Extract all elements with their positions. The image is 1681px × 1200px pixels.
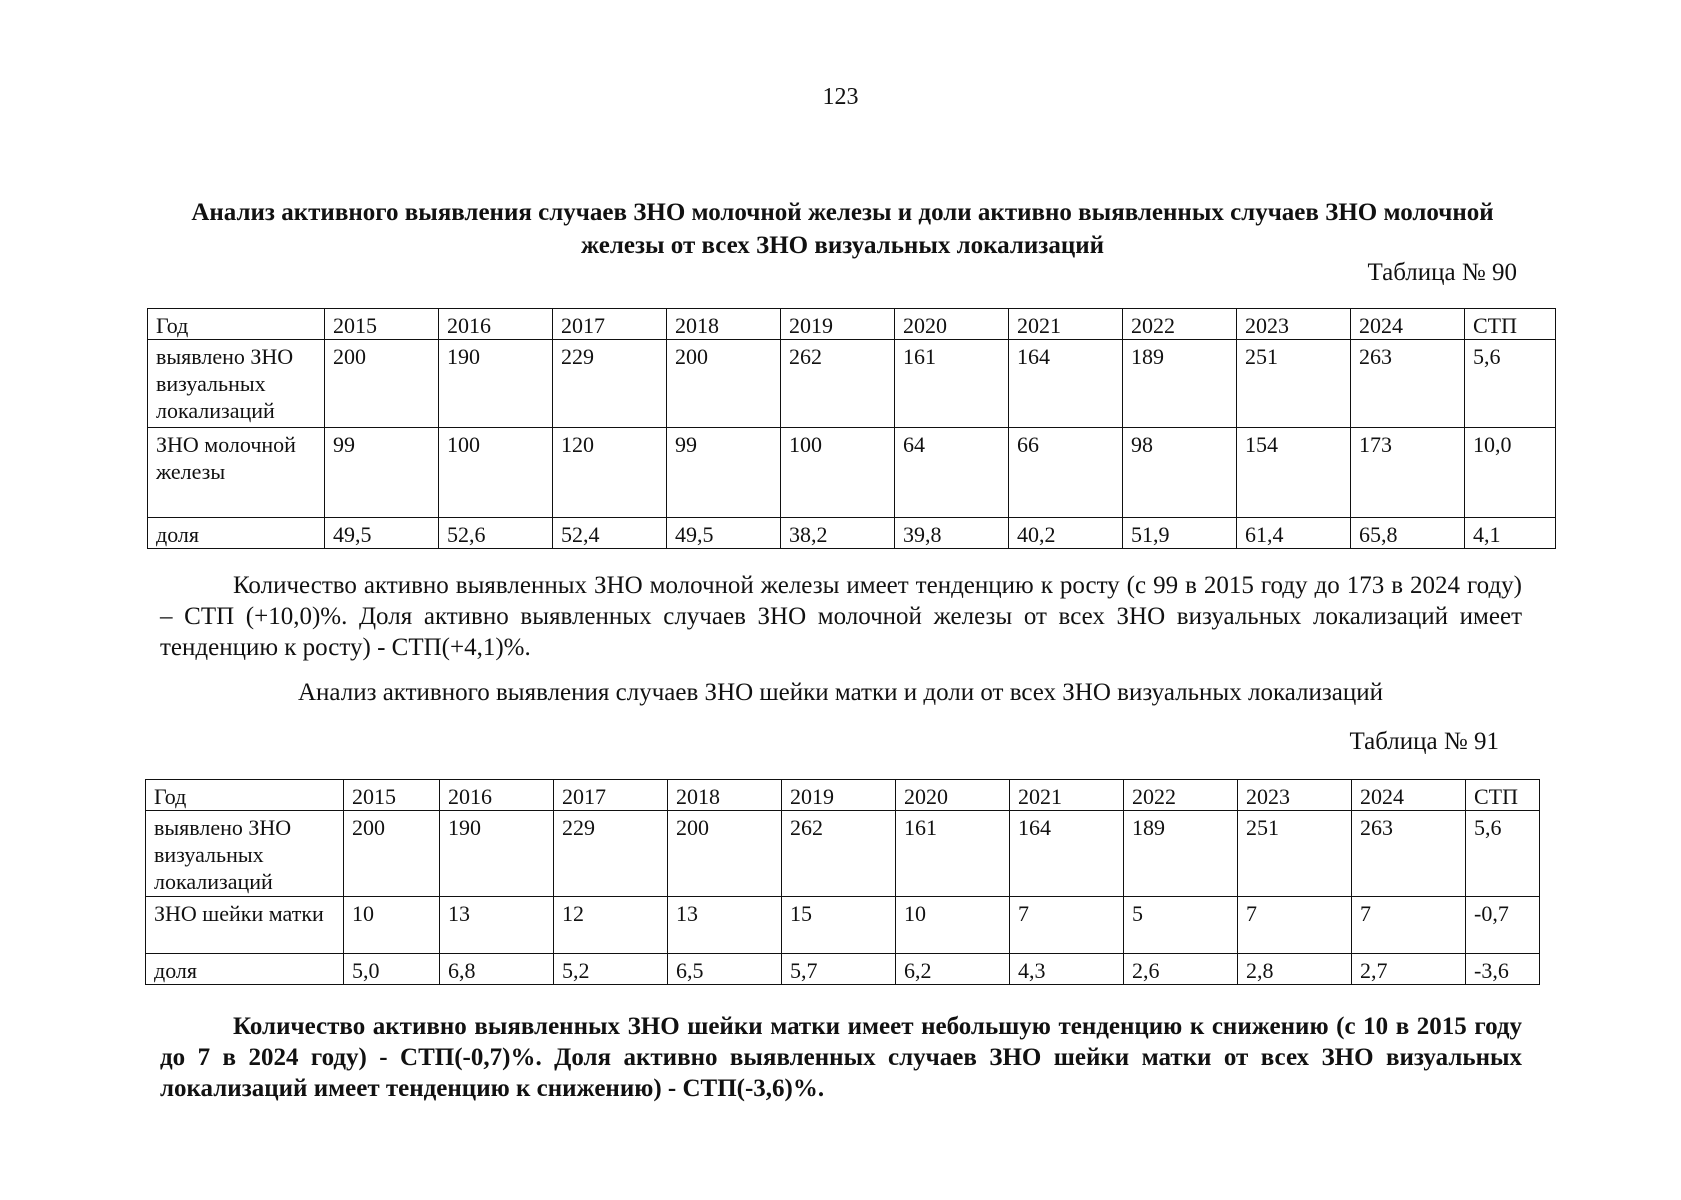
table-90-cell: 98: [1123, 428, 1237, 518]
table-90-cell: 65,8: [1351, 518, 1465, 549]
table-91-row: [146, 811, 1540, 897]
table-90-cell: 173: [1351, 428, 1465, 518]
section-1-paragraph: [160, 570, 1522, 663]
table-90-row-label: ЗНО молочной железы: [148, 428, 325, 518]
table-90-cell: 120: [553, 428, 667, 518]
table-90-cell: 52,6: [439, 518, 553, 549]
table-91-cell: 5,2: [554, 954, 668, 985]
table-90-cell: 154: [1237, 428, 1351, 518]
table-90-row: [148, 518, 1556, 549]
table-91-cell: 5: [1124, 897, 1238, 954]
table-90-cell: 189: [1123, 340, 1237, 428]
table-90-row: [148, 428, 1556, 518]
table-91-header-cell: 2015: [344, 780, 440, 811]
table-90-cell: 51,9: [1123, 518, 1237, 549]
section-2-paragraph: [160, 1011, 1522, 1104]
table-91-cell: 7: [1010, 897, 1124, 954]
table-91-cell: 13: [440, 897, 554, 954]
table-90-cell: 10,0: [1465, 428, 1556, 518]
table-90-cell: 200: [667, 340, 781, 428]
table-90-header-cell: 2019: [781, 309, 895, 340]
table-91-header-cell: 2023: [1238, 780, 1352, 811]
table-91-cell: 13: [668, 897, 782, 954]
table-91-header-cell: 2019: [782, 780, 896, 811]
table-90-cell: 161: [895, 340, 1009, 428]
table-90-cell: 164: [1009, 340, 1123, 428]
table-91-cell: 5,0: [344, 954, 440, 985]
table-91-cell: 190: [440, 811, 554, 897]
table-90-cell: 262: [781, 340, 895, 428]
section-1-paragraph-text: Количество активно выявленных ЗНО молочной железы имеет тенденцию к росту (с 99 в 2015 году до 173 в 2024 году) – СТП (+10,0)%. Доля активно выявленных случаев ЗНО молочной железы от всех ЗНО визуальных локализаций имеет тенденцию к росту) - СТП(+4,1)%.: [160, 572, 1522, 661]
table-90-cell: 4,1: [1465, 518, 1556, 549]
table-90-header-cell: 2020: [895, 309, 1009, 340]
table-90-cell: 66: [1009, 428, 1123, 518]
table-91-row: [146, 954, 1540, 985]
table-90-caption: Таблица № 90: [1367, 259, 1517, 286]
table-91-header-cell: СТП: [1466, 780, 1540, 811]
table-91-cell: 7: [1352, 897, 1466, 954]
table-90-header-cell: СТП: [1465, 309, 1556, 340]
table-91-row-label: выявлено ЗНО визуальных локализаций: [146, 811, 344, 897]
table-90-cell: 99: [667, 428, 781, 518]
table-90-row-label: выявлено ЗНО визуальных локализаций: [148, 340, 325, 428]
table-91-cell: 4,3: [1010, 954, 1124, 985]
table-91-cell: 189: [1124, 811, 1238, 897]
table-91-header-row: [146, 780, 1540, 811]
table-91-cell: 6,8: [440, 954, 554, 985]
table-91-cell: 10: [344, 897, 440, 954]
table-91-row-label: ЗНО шейки матки: [146, 897, 344, 954]
table-90-header-cell: 2021: [1009, 309, 1123, 340]
table-90-row-label: доля: [148, 518, 325, 549]
page-number: 123: [822, 84, 859, 110]
table-91-header-cell: 2021: [1010, 780, 1124, 811]
table-90-cell: 40,2: [1009, 518, 1123, 549]
table-91-row: [146, 897, 1540, 954]
table-91-cell: 5,6: [1466, 811, 1540, 897]
table-91-cell: 2,6: [1124, 954, 1238, 985]
table-90-cell: 263: [1351, 340, 1465, 428]
table-91-caption: Таблица № 91: [1349, 728, 1499, 755]
table-91-header-cell: 2016: [440, 780, 554, 811]
table-90-row: [148, 340, 1556, 428]
table-90-cell: 251: [1237, 340, 1351, 428]
table-91-cell: 263: [1352, 811, 1466, 897]
table-91-cell: 10: [896, 897, 1010, 954]
table-91-cell: -3,6: [1466, 954, 1540, 985]
table-91-cell: 2,7: [1352, 954, 1466, 985]
table-90-header-cell: 2023: [1237, 309, 1351, 340]
table-90-header-cell: 2024: [1351, 309, 1465, 340]
table-91-header-cell: 2020: [896, 780, 1010, 811]
table-91-header-cell: 2017: [554, 780, 668, 811]
table-91-header-cell: 2022: [1124, 780, 1238, 811]
table-91-cell: 6,5: [668, 954, 782, 985]
table-91-cell: -0,7: [1466, 897, 1540, 954]
table-90-cell: 52,4: [553, 518, 667, 549]
table-90-cell: 100: [439, 428, 553, 518]
table-91-header-cell: 2018: [668, 780, 782, 811]
table-90-header-row: [148, 309, 1556, 340]
section-2-paragraph-text: Количество активно выявленных ЗНО шейки матки имеет небольшую тенденцию к снижению (с 10 в 2015 году до 7 в 2024 году) - СТП(-0,7)%. Доля активно выявленных случаев ЗНО шейки матки от всех ЗНО визуальных локализаций имеет тенденцию к снижению) - СТП(-3,6)%.: [160, 1013, 1522, 1102]
table-91-header-cell: 2024: [1352, 780, 1466, 811]
table-91-cell: 262: [782, 811, 896, 897]
table-91-cell: 164: [1010, 811, 1124, 897]
table-91-cell: 12: [554, 897, 668, 954]
table-90-header-cell: Год: [148, 309, 325, 340]
table-90: [147, 308, 1556, 549]
table-90-cell: 38,2: [781, 518, 895, 549]
table-90-cell: 61,4: [1237, 518, 1351, 549]
table-91-cell: 2,8: [1238, 954, 1352, 985]
section-1-title: Анализ активного выявления случаев ЗНО молочной железы и доли активно выявленных случаев ЗНО молочной железы от всех ЗНО визуальных локализаций: [191, 199, 1494, 259]
table-90-header-cell: 2018: [667, 309, 781, 340]
table-90-cell: 99: [325, 428, 439, 518]
table-90-header-cell: 2015: [325, 309, 439, 340]
table-91-cell: 7: [1238, 897, 1352, 954]
table-91-cell: 229: [554, 811, 668, 897]
table-91-cell: 5,7: [782, 954, 896, 985]
table-90-cell: 5,6: [1465, 340, 1556, 428]
table-90-cell: 39,8: [895, 518, 1009, 549]
table-91-cell: 200: [344, 811, 440, 897]
table-90-cell: 229: [553, 340, 667, 428]
table-90-cell: 49,5: [667, 518, 781, 549]
table-91-header-cell: Год: [146, 780, 344, 811]
table-91-cell: 6,2: [896, 954, 1010, 985]
table-90-header-cell: 2022: [1123, 309, 1237, 340]
section-2-title: Анализ активного выявления случаев ЗНО шейки матки и доли от всех ЗНО визуальных локализаций: [297, 679, 1383, 706]
table-91: [145, 779, 1540, 985]
table-90-cell: 190: [439, 340, 553, 428]
table-90-cell: 64: [895, 428, 1009, 518]
table-90-cell: 200: [325, 340, 439, 428]
table-91-cell: 15: [782, 897, 896, 954]
table-90-header-cell: 2016: [439, 309, 553, 340]
table-91-row-label: доля: [146, 954, 344, 985]
table-91-cell: 161: [896, 811, 1010, 897]
table-90-cell: 49,5: [325, 518, 439, 549]
table-90-cell: 100: [781, 428, 895, 518]
table-91-cell: 200: [668, 811, 782, 897]
table-90-header-cell: 2017: [553, 309, 667, 340]
table-91-cell: 251: [1238, 811, 1352, 897]
